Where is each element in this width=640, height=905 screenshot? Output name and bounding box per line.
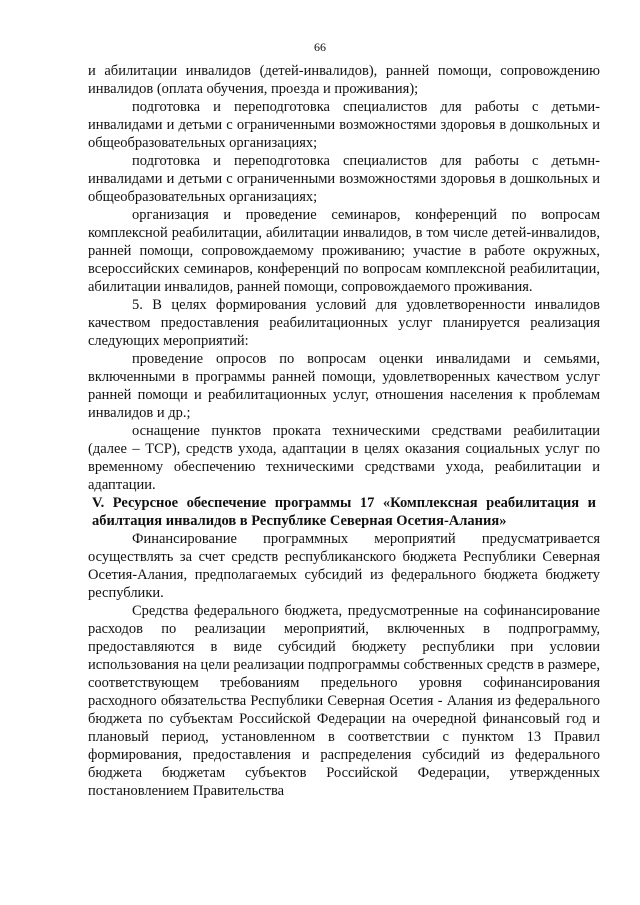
paragraph: проведение опросов по вопросам оценки инвалидами и семьями, включенными в программы ранней помощи, удовлетворенных качеством услуг ранней помощи и реабилитационных услуг, отношения населения к проблемам инвалидов и др.;	[88, 351, 600, 421]
page-content	[88, 62, 600, 800]
body-text-before-heading	[88, 62, 600, 494]
paragraph: оснащение пунктов проката техническими средствами реабилитации (далее – ТСР), средств ухода, адаптации в целях оказания социальных услуг по временному обеспечению техническими средствами ухода, реабилитации и адаптации.	[88, 423, 600, 493]
paragraph: 5. В целях формирования условий для удовлетворенности инвалидов качеством предоставления реабилитационных услуг планируется реализация следующих мероприятий:	[88, 297, 600, 349]
paragraph: Финансирование программных мероприятий предусматривается осуществлять за счет средств республиканского бюджета Республики Северная Осетия-Алания, предполагаемых субсидий из федерального бюджета бюджету республики.	[88, 531, 600, 601]
paragraph: Средства федерального бюджета, предусмотренные на софинансирование расходов по реализации мероприятий, включенных в подпрограмму, предоставляются в виде субсидий бюджету республики при условии использования на цели реализации подпрограммы собственных средств в размере, соответствующем требованиям предельного уровня софинансирования расходного обязательства Республики Северная Осетия - Алания из федерального бюджета по субъектам Российской Федерации на очередной финансовый год и плановый период, установленном в соответствии с пунктом 13 Правил формирования, предоставления и распределения субсидий из федерального бюджета бюджетам субъектов Российской Федерации, утвержденных постановлением Правительства	[88, 603, 600, 799]
paragraph: подготовка и переподготовка специалистов для работы с детьми-инвалидами и детьми с ограниченными возможностями здоровья в дошкольных и общеобразовательных организациях;	[88, 99, 600, 151]
page-number: 66	[314, 40, 326, 54]
paragraph: и абилитации инвалидов (детей-инвалидов), ранней помощи, сопровождению инвалидов (оплата обучения, проезда и проживания);	[88, 63, 600, 97]
paragraph: подготовка и переподготовка специалистов для работы с детьмн-инвалидами и детьми с ограниченными возможностями здоровья в дошкольных и общеобразовательных организациях;	[88, 153, 600, 205]
paragraph: организация и проведение семинаров, конференций по вопросам комплексной реабилитации, абилитации инвалидов, в том числе детей-инвалидов, ранней помощи, сопровождаемому проживанию; участие в работе окружных, всероссийских семинаров, конференций по вопросам комплексной реабилитации, абилитации инвалидов, ранней помощи, сопровождаемого проживания.	[88, 207, 600, 295]
body-text-after-heading	[88, 530, 600, 800]
section-heading: V. Ресурсное обеспечение программы 17 «Комплексная реабилитация и абилтация инвалидов в Республике Северная Осетия-Алания»	[92, 495, 596, 529]
